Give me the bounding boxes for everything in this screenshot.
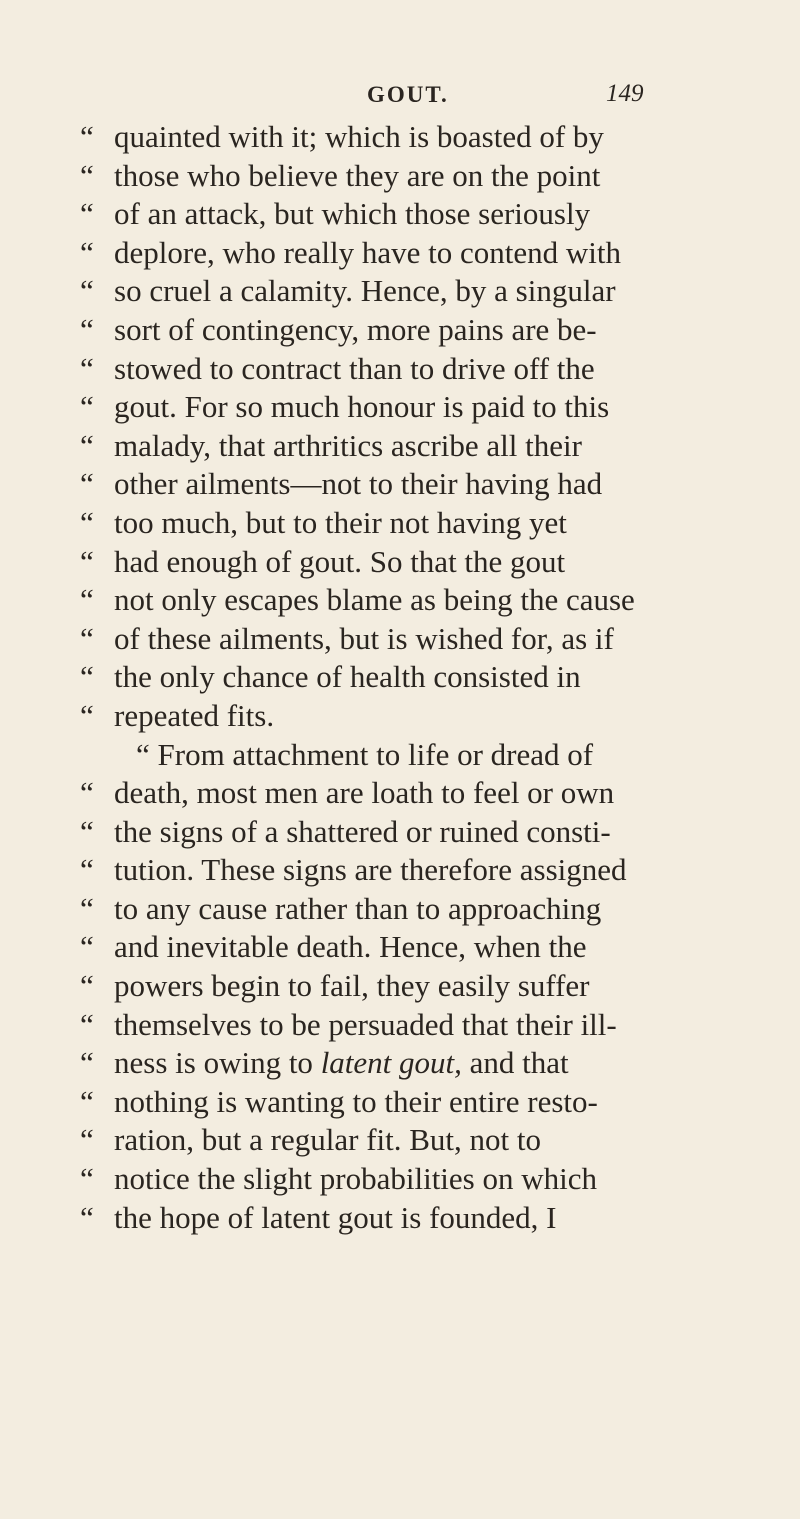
quote-mark: “ bbox=[80, 852, 94, 888]
line-text: death, most men are loath to feel or own bbox=[114, 775, 615, 811]
text-line bbox=[80, 967, 760, 1006]
quote-mark: “ bbox=[80, 350, 94, 386]
line-text: other ailments—not to their having had bbox=[114, 466, 603, 502]
quote-mark: “ bbox=[80, 968, 94, 1004]
line-text: of these ailments, but is wished for, as if bbox=[114, 620, 614, 656]
text-line bbox=[80, 465, 760, 504]
line-text: sort of contingency, more pains are be- bbox=[114, 311, 597, 347]
text-line bbox=[80, 157, 760, 196]
text-line bbox=[80, 851, 760, 890]
quote-mark: “ bbox=[80, 582, 94, 618]
text-line bbox=[80, 581, 760, 620]
text-line bbox=[80, 388, 760, 427]
text-line bbox=[80, 697, 760, 736]
line-text: gout. For so much honour is paid to this bbox=[114, 389, 610, 425]
text-line bbox=[80, 1199, 760, 1238]
quote-mark: “ bbox=[80, 697, 94, 733]
text-line bbox=[80, 813, 760, 852]
text-line bbox=[80, 195, 760, 234]
line-text: ration, but a regular fit. But, not to bbox=[114, 1122, 542, 1158]
paragraph-start-line bbox=[80, 736, 760, 775]
quote-mark: “ bbox=[80, 1199, 94, 1235]
text-line bbox=[80, 1083, 760, 1122]
quote-mark: “ bbox=[80, 1006, 94, 1042]
line-text-after: and that bbox=[461, 1045, 569, 1081]
quote-mark bbox=[80, 736, 114, 775]
quote-mark: “ bbox=[80, 504, 94, 540]
line-text: “ From attachment to life or dread of bbox=[136, 736, 594, 772]
quote-mark: “ bbox=[80, 427, 94, 463]
line-text: those who believe they are on the point bbox=[114, 157, 601, 193]
quote-mark: “ bbox=[80, 775, 94, 811]
quote-mark: “ bbox=[80, 1122, 94, 1158]
text-line bbox=[80, 658, 760, 697]
quote-mark: “ bbox=[80, 234, 94, 270]
italic-phrase: latent gout, bbox=[320, 1045, 462, 1081]
quote-mark: “ bbox=[80, 813, 94, 849]
line-text: repeated fits. bbox=[114, 697, 275, 733]
text-line bbox=[80, 118, 760, 157]
text-line bbox=[80, 234, 760, 273]
line-text: the hope of latent gout is founded, I bbox=[114, 1199, 557, 1235]
line-text: tution. These signs are therefore assigned bbox=[114, 852, 627, 888]
line-text: and inevitable death. Hence, when the bbox=[114, 929, 587, 965]
line-text: too much, but to their not having yet bbox=[114, 504, 567, 540]
text-line bbox=[80, 1044, 760, 1083]
quote-mark: “ bbox=[80, 1083, 94, 1119]
quote-mark: “ bbox=[80, 389, 94, 425]
text-line bbox=[80, 311, 760, 350]
running-head bbox=[0, 82, 800, 112]
line-text: the signs of a shattered or ruined consti- bbox=[114, 813, 611, 849]
line-text: not only escapes blame as being the cause bbox=[114, 582, 635, 618]
text-line bbox=[80, 543, 760, 582]
line-text-before: ness is owing to bbox=[114, 1045, 321, 1081]
text-line bbox=[80, 620, 760, 659]
quote-mark: “ bbox=[80, 659, 94, 695]
quote-mark: “ bbox=[80, 466, 94, 502]
line-text: quainted with it; which is boasted of by bbox=[114, 119, 604, 154]
body-text bbox=[80, 118, 760, 1237]
line-text: to any cause rather than to approaching bbox=[114, 890, 602, 926]
text-line bbox=[80, 504, 760, 543]
line-text: themselves to be persuaded that their ill- bbox=[114, 1006, 617, 1042]
line-text: stowed to contract than to drive off the bbox=[114, 350, 595, 386]
text-line bbox=[80, 1121, 760, 1160]
quote-mark: “ bbox=[80, 273, 94, 309]
text-line bbox=[80, 272, 760, 311]
quote-mark: “ bbox=[80, 929, 94, 965]
quote-mark: “ bbox=[80, 890, 94, 926]
quote-mark: “ bbox=[80, 311, 94, 347]
quote-mark: “ bbox=[80, 157, 94, 193]
text-line bbox=[80, 427, 760, 466]
line-text: deplore, who really have to contend with bbox=[114, 234, 622, 270]
line-text bbox=[114, 1044, 569, 1083]
line-text: the only chance of health consisted in bbox=[114, 659, 581, 695]
line-text: notice the slight probabilities on which bbox=[114, 1161, 597, 1197]
quote-mark: “ bbox=[80, 543, 94, 579]
quote-mark: “ bbox=[80, 1161, 94, 1197]
line-text: so cruel a calamity. Hence, by a singular bbox=[114, 273, 616, 309]
quote-mark: “ bbox=[80, 1045, 94, 1081]
text-line bbox=[80, 350, 760, 389]
quote-mark: “ bbox=[80, 119, 94, 154]
line-text: powers begin to fail, they easily suffer bbox=[114, 968, 590, 1004]
line-text: malady, that arthritics ascribe all their bbox=[114, 427, 582, 463]
text-line bbox=[80, 774, 760, 813]
running-title: GOUT. bbox=[367, 82, 449, 107]
text-line bbox=[80, 1160, 760, 1199]
text-line bbox=[80, 1006, 760, 1045]
line-text: of an attack, but which those seriously bbox=[114, 196, 591, 232]
quote-mark: “ bbox=[80, 620, 94, 656]
line-text: nothing is wanting to their entire resto- bbox=[114, 1083, 598, 1119]
text-line bbox=[80, 890, 760, 929]
text-line bbox=[80, 928, 760, 967]
line-text: had enough of gout. So that the gout bbox=[114, 543, 566, 579]
page-number: 149 bbox=[606, 80, 644, 107]
quote-mark: “ bbox=[80, 196, 94, 232]
